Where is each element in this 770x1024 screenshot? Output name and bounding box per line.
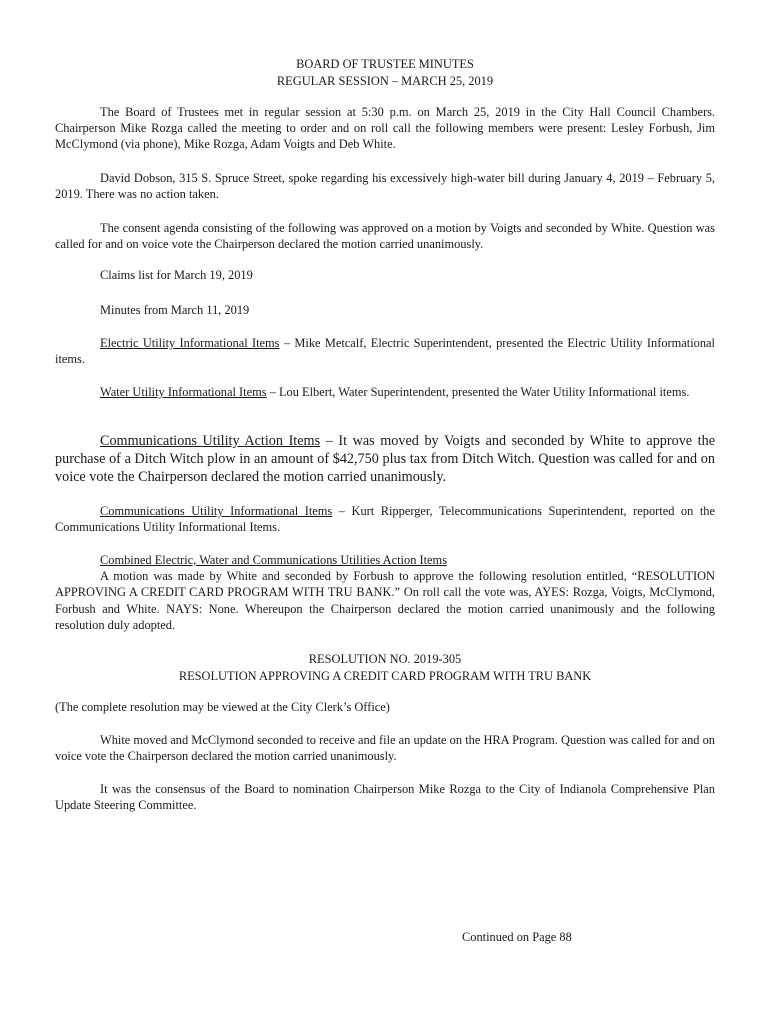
- minutes-item: Minutes from March 11, 2019: [100, 303, 250, 317]
- resolution-number: RESOLUTION NO. 2019-305: [308, 652, 462, 666]
- communications-info-heading: Communications Utility Informational Items: [100, 504, 333, 518]
- communications-action-text: – It was moved by Voigts and seconded by White to approve the purchase of a Ditch Witch plow in an amount of $42,750 plus tax from Ditch Witch. Question was called for and on voice vote the Chairperson declared the motion carried unanimously.: [55, 433, 716, 485]
- public-comment-paragraph: David Dobson, 315 S. Spruce Street, spoke regarding his excessively high-water bill during January 4, 2019 – February 5, 2019. There was no action taken.: [55, 171, 715, 202]
- resolution-title: RESOLUTION APPROVING A CREDIT CARD PROGRAM WITH TRU BANK: [178, 669, 592, 683]
- claims-list-item: Claims list for March 19, 2019: [100, 268, 253, 282]
- electric-utility-paragraph: [55, 335, 715, 367]
- combined-utilities-section: [55, 552, 715, 633]
- communications-action-paragraph: [55, 432, 715, 486]
- session-date: REGULAR SESSION – MARCH 25, 2019: [276, 74, 494, 88]
- consent-agenda-paragraph: The consent agenda consisting of the following was approved on a motion by Voigts and seconded by White. Question was called for and on voice vote the Chairperson declared the motion carried unanimously.: [55, 221, 715, 252]
- document-header: [55, 56, 715, 90]
- consensus-paragraph: It was the consensus of the Board to nomination Chairperson Mike Rozga to the City of Indianola Comprehensive Plan Update Steering Committee.: [55, 782, 715, 813]
- combined-utilities-text: A motion was made by White and seconded by Forbush to approve the following resolution entitled, “RESOLUTION APPROVING A CREDIT CARD PROGRAM WITH TRU BANK.” On roll call the vote was, AYES: Rozga, Voigts, McClymond, Forbush and White. NAYS: None. Whereupon the Chairperson declared the motion carried unanimously and the following resolution duly adopted.: [55, 569, 715, 632]
- water-utility-paragraph: [55, 384, 715, 400]
- hra-paragraph: White moved and McClymond seconded to receive and file an update on the HRA Program. Question was called for and on voice vote the Chairperson declared the motion carried unanimously.: [55, 733, 715, 764]
- communications-info-paragraph: [55, 503, 715, 535]
- communications-info-text: – Kurt Ripperger, Telecommunications Superintendent, reported on the Communications Utility Informational Items.: [55, 504, 715, 535]
- electric-utility-heading: Electric Utility Informational Items: [100, 336, 280, 350]
- electric-utility-text: – Mike Metcalf, Electric Superintendent, presented the Electric Utility Informational items.: [55, 336, 715, 367]
- water-utility-text: – Lou Elbert, Water Superintendent, presented the Water Utility Informational items.: [266, 385, 690, 399]
- combined-utilities-heading: Combined Electric, Water and Communications Utilities Action Items: [100, 553, 448, 567]
- document-title: BOARD OF TRUSTEE MINUTES: [296, 57, 474, 71]
- water-utility-heading: Water Utility Informational Items: [100, 385, 267, 399]
- resolution-note: (The complete resolution may be viewed at the City Clerk’s Office): [55, 700, 390, 714]
- continued-note: Continued on Page 88: [462, 930, 572, 944]
- resolution-block: [55, 651, 715, 685]
- opening-paragraph: The Board of Trustees met in regular session at 5:30 p.m. on March 25, 2019 in the City Hall Council Chambers. Chairperson Mike Rozga called the meeting to order and on roll call the following members were present: Lesley Forbush, Jim McClymond (via phone), Mike Rozga, Adam Voigts and Deb White.: [55, 105, 715, 152]
- communications-action-heading: Communications Utility Action Items: [100, 433, 321, 449]
